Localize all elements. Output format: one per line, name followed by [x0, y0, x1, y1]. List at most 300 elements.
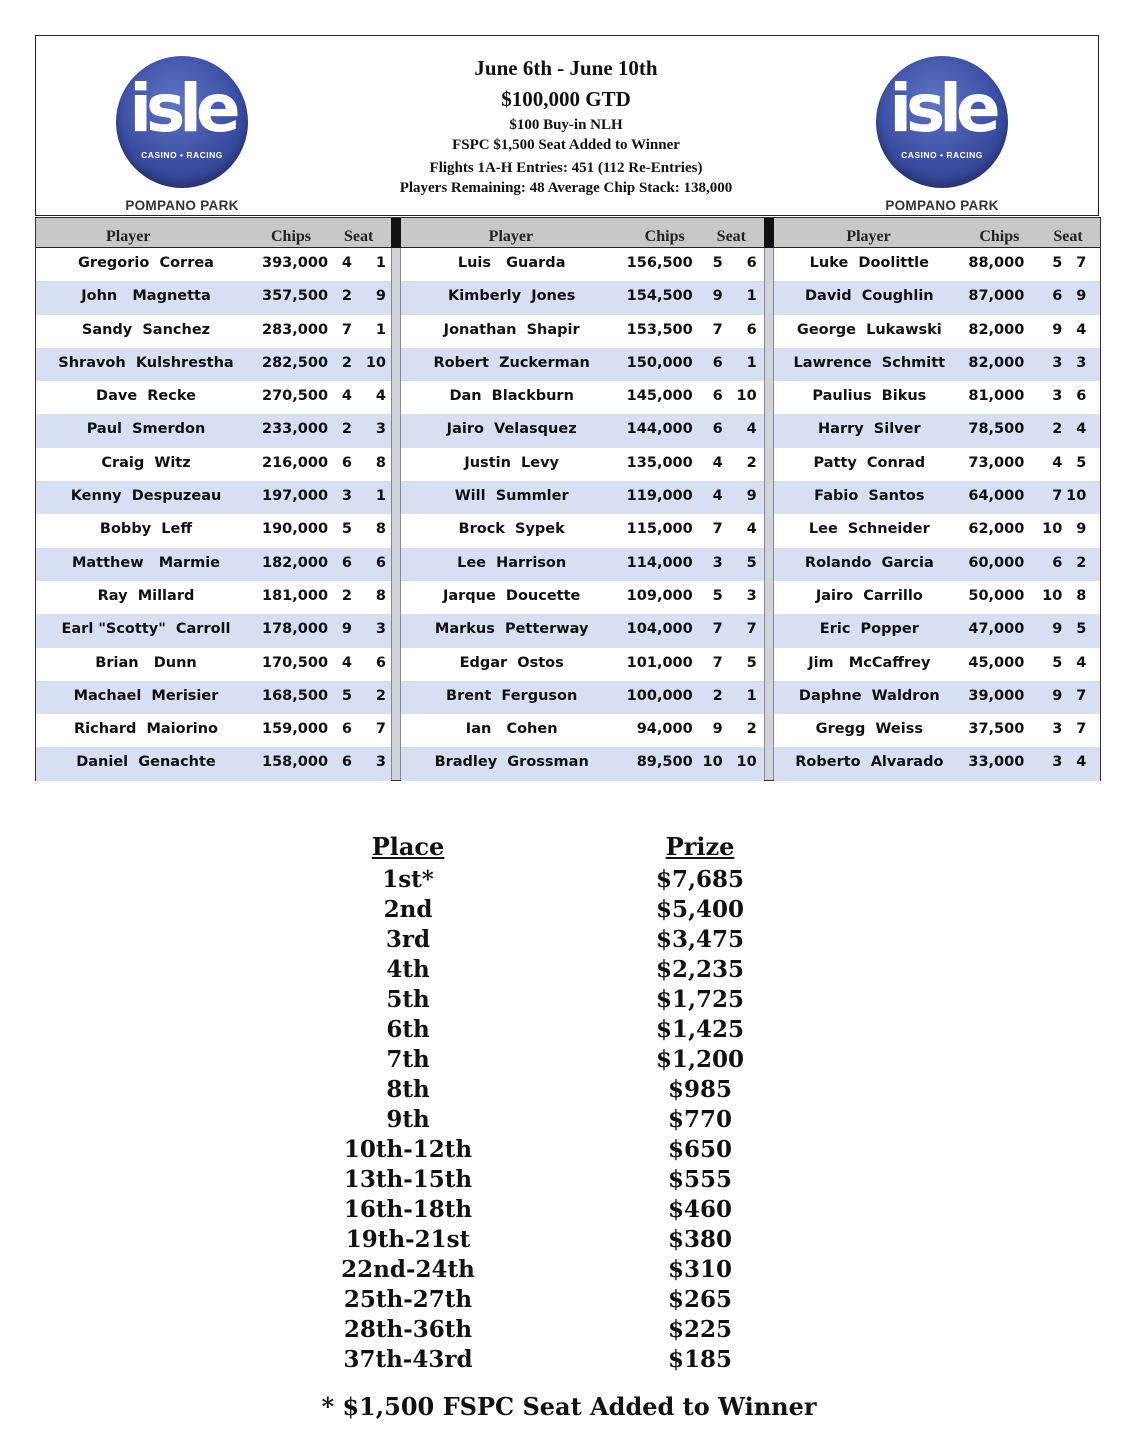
player-chips: 233,000	[262, 421, 329, 438]
player-name: Patty Conrad	[813, 454, 926, 471]
player-table: 5	[712, 255, 723, 271]
player-name: Harry Silver	[818, 421, 921, 438]
buyin: $100 Buy-in NLH	[509, 117, 623, 133]
header-player: Player	[106, 228, 151, 245]
separator-header-block	[764, 218, 774, 248]
player-table: 2	[341, 587, 352, 604]
payout-place: 7th	[386, 1046, 430, 1073]
player-seat: 5	[746, 654, 757, 671]
player-row	[401, 481, 765, 514]
player-seat: 1	[746, 354, 757, 371]
player-chips: 114,000	[626, 554, 693, 571]
player-name: Daphne Waldron	[798, 687, 940, 704]
player-name: Brent Ferguson	[446, 687, 578, 704]
player-row	[774, 747, 1100, 780]
player-table: 2	[341, 288, 352, 305]
player-name: Ian Cohen	[465, 721, 558, 738]
player-name: John Magnetta	[81, 288, 211, 305]
logo-subtitle: CASINO • RACING	[901, 150, 983, 160]
player-chips: 82,000	[968, 354, 1025, 371]
header-chips: Chips	[644, 228, 685, 245]
prize-header: Prize	[665, 832, 735, 861]
header-chips: Chips	[271, 228, 312, 245]
player-name: Paulius Bikus	[812, 388, 927, 405]
player-table: 4	[712, 454, 723, 471]
player-seat: 1	[375, 255, 386, 271]
player-table: 3	[1052, 354, 1063, 371]
player-seat: 8	[375, 454, 386, 471]
player-table: 10	[702, 754, 723, 771]
player-table: 5	[341, 521, 352, 538]
player-row	[36, 514, 391, 547]
player-row	[401, 414, 765, 447]
player-name: Markus Petterway	[434, 621, 589, 638]
player-chips: 100,000	[626, 687, 693, 704]
player-row	[36, 581, 391, 614]
player-seat: 7	[1076, 721, 1087, 738]
payout-prize: $985	[667, 1076, 732, 1103]
player-chips: 33,000	[968, 754, 1025, 771]
player-name: Gregg Weiss	[815, 721, 923, 738]
player-seat: 8	[1076, 587, 1087, 604]
player-name: Jairo Carrillo	[815, 587, 923, 604]
player-chips: 50,000	[968, 587, 1025, 604]
player-chips: 182,000	[262, 554, 329, 571]
player-table: 9	[1052, 321, 1063, 338]
player-seat: 10	[736, 388, 757, 405]
player-chips: 94,000	[636, 721, 693, 738]
payout-prize: $3,475	[655, 926, 745, 953]
player-table: 4	[341, 255, 352, 271]
player-name: Kenny Despuzeau	[70, 488, 222, 505]
payout-prize: $2,235	[655, 956, 745, 983]
column-separator	[391, 218, 401, 780]
player-row	[774, 514, 1100, 547]
payout-prize: $770	[667, 1106, 732, 1133]
player-name: Edgar Ostos	[459, 654, 564, 671]
player-seat: 3	[375, 421, 386, 438]
player-name: Lawrence Schmitt	[793, 354, 946, 371]
player-row	[36, 648, 391, 681]
column-header	[774, 218, 1100, 248]
player-chips: 154,500	[626, 288, 693, 305]
player-table: 6	[341, 454, 352, 471]
player-seat: 8	[375, 587, 386, 604]
player-seat: 1	[746, 288, 757, 305]
player-name: Rolando Garcia	[804, 554, 934, 571]
player-name: Brock Sypek	[458, 521, 565, 538]
payout-prize: $1,200	[655, 1046, 745, 1073]
player-name: George Lukawski	[796, 321, 942, 338]
payout-place: 2nd	[383, 896, 433, 923]
payout-place: 8th	[386, 1076, 430, 1103]
player-name: Ray Millard	[97, 587, 195, 604]
payout-prize: $5,400	[655, 896, 745, 923]
player-seat: 3	[746, 587, 757, 604]
player-seat: 9	[375, 288, 386, 305]
payout-prize: $650	[667, 1136, 732, 1163]
player-name: Fabio Santos	[814, 488, 925, 505]
payout-place: 3rd	[385, 926, 431, 953]
player-row	[36, 381, 391, 414]
player-row	[774, 414, 1100, 447]
player-table: 7	[712, 621, 723, 638]
player-row	[36, 414, 391, 447]
player-name: Bradley Grossman	[434, 754, 589, 771]
player-row	[774, 281, 1100, 314]
player-table: 5	[1052, 255, 1063, 271]
player-name: Robert Zuckerman	[433, 354, 590, 371]
player-table: 6	[712, 354, 723, 371]
player-name: Sandy Sanchez	[81, 321, 211, 338]
player-table: 6	[712, 388, 723, 405]
payout-place: 5th	[386, 986, 430, 1013]
player-table: 3	[1052, 721, 1063, 738]
player-row	[774, 648, 1100, 681]
player-chips: 282,500	[262, 354, 329, 371]
player-seat: 7	[375, 721, 386, 738]
player-table: 10	[1042, 521, 1063, 538]
player-name: Jim McCaffrey	[808, 654, 931, 671]
player-row	[774, 548, 1100, 581]
player-seat: 4	[1076, 421, 1087, 438]
logo-location: POMPANO PARK	[885, 198, 999, 213]
player-chips: 153,500	[626, 321, 693, 338]
player-name: Jarque Doucette	[442, 587, 581, 604]
player-row	[774, 381, 1100, 414]
player-rows	[774, 248, 1100, 781]
player-seat: 7	[746, 621, 757, 638]
player-seat: 8	[375, 521, 386, 538]
player-table: 3	[1052, 388, 1063, 405]
player-row	[36, 747, 391, 780]
isle-logo-left	[114, 56, 254, 213]
player-seat: 2	[1076, 554, 1087, 571]
payout-prize: $1,425	[655, 1016, 745, 1043]
player-table: 4	[712, 488, 723, 505]
payout-place: 37th-43rd	[343, 1346, 473, 1373]
player-seat: 3	[375, 754, 386, 771]
player-table: 6	[1052, 288, 1063, 305]
player-table: 10	[1042, 587, 1063, 604]
entries: Flights 1A-H Entries: 451 (112 Re-Entries)	[429, 160, 703, 176]
player-row	[36, 448, 391, 481]
player-chips: 168,500	[262, 687, 329, 704]
payout-place: 10th-12th	[343, 1136, 473, 1163]
payout-place: 1st*	[382, 866, 434, 893]
player-chips: 216,000	[262, 454, 329, 471]
player-row	[401, 714, 765, 747]
player-table: 3	[341, 488, 352, 505]
payout-place: 28th-36th	[343, 1316, 473, 1343]
player-chips: 87,000	[968, 288, 1025, 305]
logo-wordmark: isle	[889, 70, 995, 147]
player-name: Bobby Leff	[99, 521, 193, 538]
payout-prize: $555	[667, 1166, 732, 1193]
player-table: 5	[341, 687, 352, 704]
player-chips: 145,000	[626, 388, 693, 405]
player-table: 4	[1052, 454, 1063, 471]
payout-prize: $7,685	[655, 866, 745, 893]
player-rows	[401, 248, 765, 781]
payout-footnote: * $1,500 FSPC Seat Added to Winner	[321, 1392, 817, 1421]
payout-place: 4th	[386, 956, 430, 983]
player-row	[774, 714, 1100, 747]
player-name: Lee Harrison	[457, 554, 567, 571]
player-chips: 119,000	[626, 488, 693, 505]
event-dates: June 6th - June 10th	[474, 56, 658, 80]
player-rows	[36, 248, 391, 781]
player-chips: 135,000	[626, 454, 693, 471]
player-chips: 47,000	[968, 621, 1025, 638]
seat-note: FSPC $1,500 Seat Added to Winner	[452, 137, 680, 153]
player-name: Will Summler	[454, 488, 569, 505]
player-chips: 190,000	[262, 521, 329, 538]
player-seat: 4	[1076, 754, 1087, 771]
guarantee: $100,000 GTD	[501, 87, 631, 111]
player-chips: 88,000	[968, 255, 1025, 271]
player-table: 7	[1052, 488, 1063, 505]
player-seat: 4	[746, 421, 757, 438]
player-table: 7	[712, 654, 723, 671]
player-chips: 109,000	[626, 587, 693, 604]
player-name: Justin Levy	[464, 454, 559, 471]
column-separator	[764, 218, 774, 780]
player-table: 9	[341, 621, 352, 638]
player-row	[401, 614, 765, 647]
player-table: 6	[341, 754, 352, 771]
player-table: 3	[712, 554, 723, 571]
player-row	[36, 481, 391, 514]
payout-prize: $460	[667, 1196, 732, 1223]
player-seat: 4	[375, 388, 386, 405]
player-name: Shravoh Kulshrestha	[58, 354, 234, 371]
player-table: 5	[1052, 654, 1063, 671]
player-row	[774, 481, 1100, 514]
player-seat: 6	[375, 554, 386, 571]
player-seat: 9	[746, 488, 757, 505]
player-table: 9	[712, 721, 723, 738]
player-chips: 270,500	[262, 388, 329, 405]
player-row	[401, 648, 765, 681]
player-table: 7	[712, 521, 723, 538]
player-seat: 5	[1076, 454, 1087, 471]
player-name: Luis Guarda	[457, 255, 566, 271]
player-chips: 170,500	[262, 654, 329, 671]
player-row	[401, 348, 765, 381]
player-chips: 89,500	[636, 754, 693, 771]
player-name: Lee Schneider	[808, 521, 930, 538]
player-chips: 101,000	[626, 654, 693, 671]
player-seat: 1	[746, 687, 757, 704]
player-seat: 5	[1076, 621, 1087, 638]
header-box	[35, 35, 1099, 216]
player-name: Craig Witz	[101, 454, 191, 471]
player-name: Jairo Velasquez	[446, 421, 577, 438]
player-chips: 64,000	[968, 488, 1025, 505]
player-column-1	[36, 218, 391, 780]
player-chips: 82,000	[968, 321, 1025, 338]
player-row	[401, 681, 765, 714]
player-seat: 9	[1076, 288, 1087, 305]
player-seat: 7	[1076, 687, 1087, 704]
header-player: Player	[488, 228, 534, 245]
player-row	[36, 315, 391, 348]
header-seat: Seat	[1053, 228, 1083, 245]
payout-prize: $380	[667, 1226, 732, 1253]
player-chips: 62,000	[968, 521, 1025, 538]
payout-place: 13th-15th	[343, 1166, 473, 1193]
player-name: Daniel Genachte	[76, 754, 216, 771]
players-remaining: Players Remaining: 48 Average Chip Stack: 138,000	[399, 180, 733, 196]
player-row	[774, 448, 1100, 481]
player-chips: 150,000	[626, 354, 693, 371]
player-chips: 393,000	[262, 255, 329, 271]
logo-location: POMPANO PARK	[125, 198, 239, 213]
player-row	[36, 248, 391, 281]
player-row	[401, 581, 765, 614]
payout-prize: $185	[667, 1346, 732, 1373]
player-seat: 7	[1076, 255, 1087, 271]
player-row	[774, 681, 1100, 714]
player-row	[401, 315, 765, 348]
player-chips: 78,500	[968, 421, 1025, 438]
player-row	[36, 614, 391, 647]
player-name: Earl "Scotty" Carroll	[61, 621, 231, 638]
player-table: 3	[1052, 754, 1063, 771]
player-row	[774, 348, 1100, 381]
player-seat: 2	[375, 687, 386, 704]
player-seat: 3	[1076, 354, 1087, 371]
payout-place: 6th	[386, 1016, 430, 1043]
separator-header-block	[391, 218, 401, 248]
player-row	[401, 248, 765, 281]
player-seat: 1	[375, 321, 386, 338]
player-table: 2	[1052, 421, 1063, 438]
player-chips: 45,000	[968, 654, 1025, 671]
payout-prize: $310	[667, 1256, 732, 1283]
player-seat: 10	[736, 754, 757, 771]
player-row	[401, 747, 765, 780]
player-name: Eric Popper	[819, 621, 919, 638]
player-table: 9	[1052, 687, 1063, 704]
player-name: Dan Blackburn	[449, 388, 574, 405]
payout-place: 9th	[386, 1106, 430, 1133]
player-chips: 39,000	[968, 687, 1025, 704]
player-table: 9	[1052, 621, 1063, 638]
player-row	[774, 248, 1100, 281]
player-table: 2	[341, 421, 352, 438]
player-seat: 2	[746, 721, 757, 738]
payout-place: 25th-27th	[343, 1286, 473, 1313]
player-row	[774, 315, 1100, 348]
player-row	[36, 281, 391, 314]
player-seat: 1	[375, 488, 386, 505]
player-row	[401, 514, 765, 547]
player-chips: 115,000	[626, 521, 693, 538]
player-name: David Coughlin	[805, 288, 934, 305]
column-header	[401, 218, 765, 248]
column-header	[36, 218, 391, 248]
player-seat: 9	[1076, 521, 1087, 538]
player-chips: 156,500	[626, 255, 693, 271]
player-seat: 5	[746, 554, 757, 571]
player-chips: 158,000	[262, 754, 329, 771]
player-name: Kimberly Jones	[448, 288, 576, 305]
player-row	[401, 548, 765, 581]
player-chips: 104,000	[626, 621, 693, 638]
payout-prize: $225	[667, 1316, 732, 1343]
player-chips: 159,000	[262, 721, 329, 738]
player-seat: 4	[1076, 321, 1087, 338]
player-seat: 3	[375, 621, 386, 638]
player-chips: 81,000	[968, 388, 1025, 405]
payout-place: 19th-21st	[345, 1226, 471, 1253]
player-name: Brian Dunn	[95, 654, 197, 671]
player-chips: 178,000	[262, 621, 329, 638]
player-name: Machael Merisier	[73, 687, 219, 704]
player-name: Matthew Marmie	[71, 554, 221, 571]
player-table: 4	[341, 388, 352, 405]
payout-prize: $1,725	[655, 986, 745, 1013]
logo-wordmark: isle	[129, 70, 235, 147]
header-seat: Seat	[716, 228, 746, 245]
player-table: 4	[341, 654, 352, 671]
player-chips: 283,000	[262, 321, 329, 338]
player-table: 6	[341, 721, 352, 738]
payout-prize: $265	[667, 1286, 732, 1313]
player-table: 7	[712, 321, 723, 338]
player-column-2	[401, 218, 765, 780]
player-name: Richard Maiorino	[73, 721, 219, 738]
player-chips: 181,000	[262, 587, 329, 604]
player-table: 2	[712, 687, 723, 704]
player-row	[401, 448, 765, 481]
player-table: 2	[341, 354, 352, 371]
player-table: 6	[712, 421, 723, 438]
player-seat: 6	[375, 654, 386, 671]
player-row	[36, 348, 391, 381]
player-seat: 4	[746, 521, 757, 538]
player-chips: 60,000	[968, 554, 1025, 571]
header-player: Player	[846, 228, 891, 245]
chip-counts-table	[35, 217, 1101, 781]
player-name: Roberto Alvarado	[795, 754, 944, 771]
payout-place: 22nd-24th	[341, 1256, 475, 1283]
player-name: Dave Recke	[96, 388, 196, 405]
player-row	[36, 714, 391, 747]
player-chips: 37,500	[968, 721, 1025, 738]
player-row	[36, 548, 391, 581]
player-chips: 73,000	[968, 454, 1025, 471]
player-seat: 2	[746, 454, 757, 471]
player-table: 6	[1052, 554, 1063, 571]
player-seat: 4	[1076, 654, 1087, 671]
player-row	[774, 614, 1100, 647]
player-seat: 10	[365, 354, 386, 371]
player-table: 7	[341, 321, 352, 338]
player-seat: 6	[746, 321, 757, 338]
header-chips: Chips	[979, 228, 1020, 245]
player-row	[36, 681, 391, 714]
player-name: Gregorio Correa	[78, 255, 214, 271]
player-chips: 357,500	[262, 288, 329, 305]
player-row	[774, 581, 1100, 614]
place-header: Place	[371, 832, 445, 861]
player-row	[401, 381, 765, 414]
player-name: Luke Doolittle	[809, 255, 929, 271]
payout-place: 16th-18th	[343, 1196, 473, 1223]
